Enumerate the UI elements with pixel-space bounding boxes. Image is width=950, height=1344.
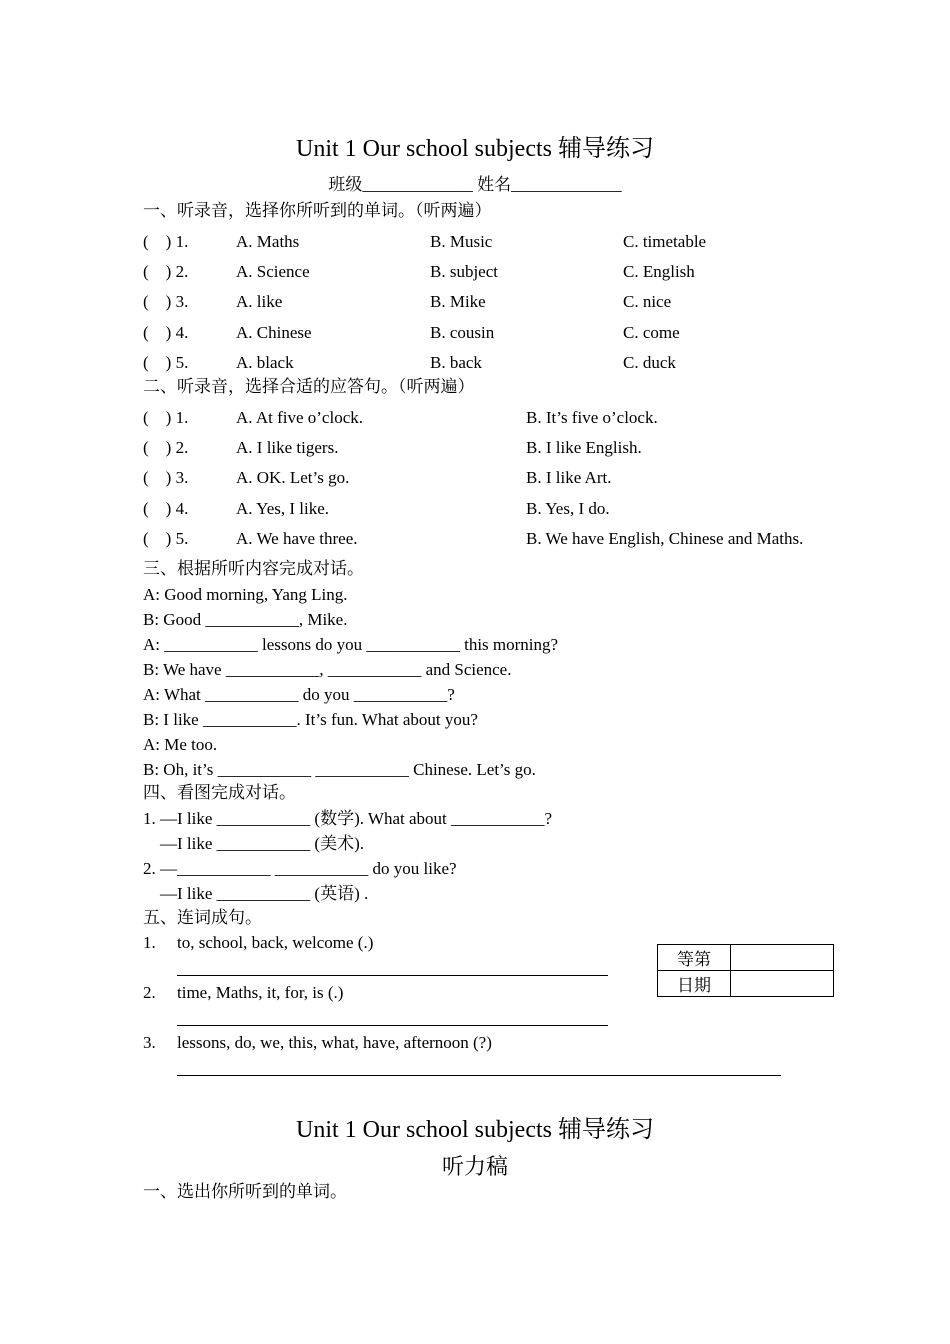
- script-title: Unit 1 Our school subjects 辅导练习: [296, 1117, 654, 1143]
- option-b: B. It’s five o’clock.: [526, 408, 658, 427]
- option-a: A. Maths: [236, 232, 300, 251]
- section4-heading: 四、看图完成对话。: [143, 783, 296, 802]
- answer-line: [177, 1075, 781, 1076]
- sentence-words: to, school, back, welcome (.): [177, 933, 374, 952]
- dialogue-line: A: Good morning, Yang Ling.: [143, 585, 348, 604]
- option-b: B. We have English, Chinese and Maths.: [526, 528, 804, 548]
- script-heading: 一、选出你所听到的单词。: [143, 1182, 347, 1201]
- answer-line: [177, 975, 608, 976]
- dialogue-line: A: Me too.: [143, 735, 218, 754]
- option-b: B. Mike: [430, 292, 486, 312]
- section1-heading: 一、听录音，选择你所听到的单词。（听两遍）: [143, 201, 492, 220]
- script-subtitle: 听力稿: [441, 1154, 508, 1179]
- option-a: A. Chinese: [236, 322, 312, 342]
- sentence-number: 2.: [143, 983, 156, 1002]
- option-b: B. back: [430, 352, 482, 372]
- option-a: A. OK. Let’s go.: [236, 468, 350, 488]
- question-number: ( ) 1.: [143, 408, 189, 427]
- class-name-line: 班级_____________ 姓名_____________: [328, 175, 622, 194]
- option-c: C. English: [623, 262, 695, 282]
- option-b: B. I like English.: [526, 438, 642, 458]
- section5-heading: 五、连词成句。: [143, 908, 262, 927]
- dialogue-line: —I like ___________ (英语) .: [143, 884, 369, 903]
- option-a: A. At five o’clock.: [236, 408, 363, 427]
- option-b: B. Music: [430, 232, 493, 251]
- option-b: B. I like Art.: [526, 468, 612, 488]
- question-number: ( ) 2.: [143, 262, 189, 282]
- section2-heading: 二、听录音，选择合适的应答句。（听两遍）: [143, 377, 475, 396]
- question-number: ( ) 4.: [143, 498, 189, 518]
- dialogue-line: B: We have ___________, ___________ and Science.: [143, 660, 512, 679]
- page-title: Unit 1 Our school subjects 辅导练习: [296, 136, 654, 162]
- date-field: [731, 971, 834, 997]
- option-a: A. We have three.: [236, 528, 358, 548]
- question-number: ( ) 3.: [143, 292, 189, 312]
- option-a: A. like: [236, 292, 283, 312]
- question-number: ( ) 5.: [143, 528, 189, 548]
- dialogue-line: A: What ___________ do you ___________?: [143, 685, 455, 704]
- option-b: B. subject: [430, 262, 498, 282]
- grade-label: 等第: [658, 945, 731, 971]
- sentence-words: time, Maths, it, for, is (.): [177, 983, 344, 1002]
- dialogue-line: 1. —I like ___________ (数学). What about ___________?: [143, 809, 553, 828]
- option-c: C. come: [623, 322, 680, 342]
- date-label: 日期: [658, 971, 731, 997]
- option-b: B. cousin: [430, 322, 495, 342]
- sentence-words: lessons, do, we, this, what, have, afternoon (?): [177, 1033, 492, 1052]
- option-a: A. Yes, I like.: [236, 498, 330, 518]
- answer-line: [177, 1025, 608, 1026]
- dialogue-line: B: Oh, it’s ___________ ___________ Chinese. Let’s go.: [143, 760, 536, 779]
- grade-box: [657, 944, 834, 997]
- dialogue-line: —I like ___________ (美术).: [143, 834, 364, 853]
- question-number: ( ) 4.: [143, 322, 189, 342]
- option-a: A. black: [236, 352, 294, 372]
- option-a: A. I like tigers.: [236, 438, 339, 458]
- question-number: ( ) 3.: [143, 468, 189, 488]
- option-b: B. Yes, I do.: [526, 498, 610, 518]
- question-number: ( ) 1.: [143, 232, 189, 251]
- sentence-number: 3.: [143, 1033, 156, 1052]
- dialogue-line: B: Good ___________, Mike.: [143, 610, 348, 629]
- question-number: ( ) 2.: [143, 438, 189, 458]
- question-number: ( ) 5.: [143, 352, 189, 372]
- dialogue-line: 2. —___________ ___________ do you like?: [143, 859, 457, 878]
- dialogue-line: B: I like ___________. It’s fun. What about you?: [143, 710, 478, 729]
- option-a: A. Science: [236, 262, 310, 282]
- section3-heading: 三、根据所听内容完成对话。: [143, 559, 364, 578]
- dialogue-line: A: ___________ lessons do you ___________ this morning?: [143, 635, 559, 654]
- option-c: C. duck: [623, 352, 676, 372]
- grade-field: [731, 945, 834, 971]
- sentence-number: 1.: [143, 933, 156, 952]
- option-c: C. nice: [623, 292, 672, 312]
- option-c: C. timetable: [623, 232, 707, 251]
